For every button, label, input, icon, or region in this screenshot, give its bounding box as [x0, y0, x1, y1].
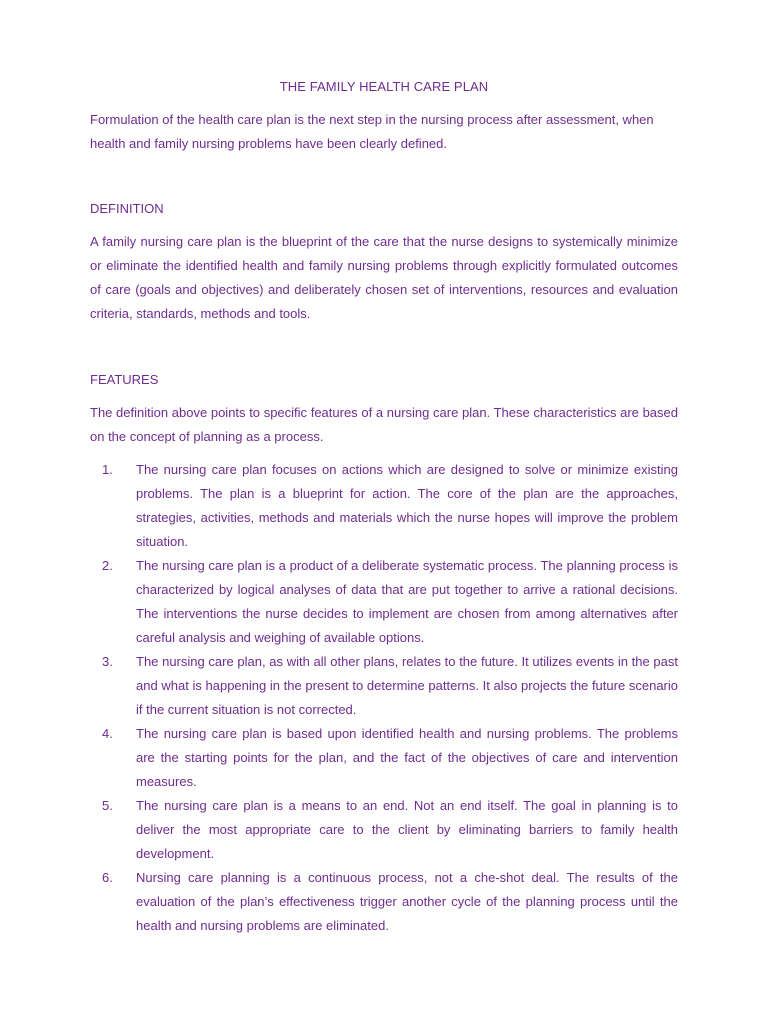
document-title: THE FAMILY HEALTH CARE PLAN — [279, 79, 489, 94]
list-item-text: The nursing care plan focuses on actions which are designed to solve or minimize existing problems. The plan is a blueprint for action. The core of the plan are the approaches, strategies, activities, methods and materials which the nurse hopes will improve the problem situation. — [136, 462, 678, 549]
list-item-text: The nursing care plan is a means to an end. Not an end itself. The goal in planning is to deliver the most appropriate care to the client by eliminating barriers to family health development. — [136, 798, 678, 861]
list-item-text: Nursing care planning is a continuous process, not a che-shot deal. The results of the evaluation of the plan’s effectiveness trigger another cycle of the planning process until the health and nursing problems are eliminated. — [136, 870, 678, 933]
list-item — [90, 722, 678, 794]
list-item-number: 6. — [102, 870, 113, 885]
features-heading: FEATURES — [90, 372, 159, 387]
definition-heading: DEFINITION — [90, 201, 164, 216]
intro-paragraph: Formulation of the health care plan is the next step in the nursing process after assessment, when health and family nursing problems have been clearly defined. — [90, 112, 654, 151]
list-item-number: 2. — [102, 558, 113, 573]
list-item-number: 3. — [102, 654, 113, 669]
list-item — [90, 554, 678, 650]
features-paragraph: The definition above points to specific features of a nursing care plan. These characteristics are based on the concept of planning as a process. — [90, 405, 678, 444]
list-item — [90, 458, 678, 554]
list-item — [90, 866, 678, 938]
list-item-text: The nursing care plan is a product of a deliberate systematic process. The planning process is characterized by logical analyses of data that are put together to arrive a rational decisions. The interventions the nurse decides to implement are chosen from among alternatives after careful analysis and weighing of available options. — [136, 558, 678, 645]
definition-paragraph: A family nursing care plan is the blueprint of the care that the nurse designs to systemically minimize or eliminate the identified health and family nursing problems through explicitly formulated outcomes of care (goals and objectives) and deliberately chosen set of interventions, resources and evaluation criteria, standards, methods and tools. — [90, 234, 678, 321]
list-item — [90, 650, 678, 722]
features-list — [90, 458, 678, 938]
list-item-number: 4. — [102, 726, 113, 741]
list-item-number: 1. — [102, 462, 113, 477]
list-item-text: The nursing care plan is based upon identified health and nursing problems. The problems are the starting points for the plan, and the fact of the objectives of care and intervention measures. — [136, 726, 678, 789]
list-item-text: The nursing care plan, as with all other plans, relates to the future. It utilizes events in the past and what is happening in the present to determine patterns. It also projects the future scenario if the current situation is not corrected. — [136, 654, 678, 717]
list-item — [90, 794, 678, 866]
list-item-number: 5. — [102, 798, 113, 813]
